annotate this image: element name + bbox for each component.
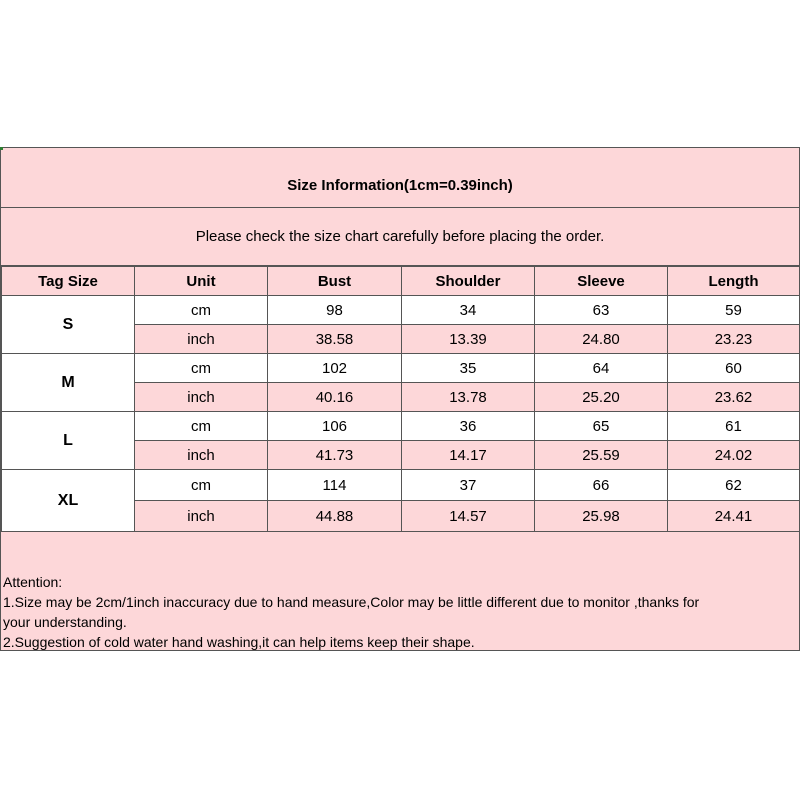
sleeve-cell: 24.80 [535, 325, 668, 354]
length-cell: 59 [668, 296, 800, 325]
attention-heading: Attention: [3, 574, 63, 590]
column-header: Bust [268, 267, 402, 296]
unit-cell: inch [135, 441, 268, 470]
unit-cell: inch [135, 501, 268, 532]
shoulder-cell: 13.39 [402, 325, 535, 354]
bust-cell: 102 [268, 354, 402, 383]
table-row [2, 296, 800, 325]
unit-cell: inch [135, 383, 268, 412]
shoulder-cell: 14.17 [402, 441, 535, 470]
column-header: Length [668, 267, 800, 296]
size-chart-sheet [0, 147, 800, 651]
length-cell: 23.62 [668, 383, 800, 412]
column-header: Sleeve [535, 267, 668, 296]
length-cell: 24.41 [668, 501, 800, 532]
length-cell: 61 [668, 412, 800, 441]
shoulder-cell: 36 [402, 412, 535, 441]
attention-line-1-continued: your understanding. [3, 614, 127, 630]
bust-cell: 41.73 [268, 441, 402, 470]
attention-notes [3, 572, 793, 652]
sleeve-cell: 25.20 [535, 383, 668, 412]
table-row [2, 354, 800, 383]
unit-cell: cm [135, 470, 268, 501]
shoulder-cell: 37 [402, 470, 535, 501]
attention-line-2: 2.Suggestion of cold water hand washing,it can help items keep their shape. [3, 634, 475, 650]
length-cell: 24.02 [668, 441, 800, 470]
bust-cell: 98 [268, 296, 402, 325]
title-band [1, 148, 799, 208]
chart-title: Size Information(1cm=0.39inch) [287, 177, 513, 194]
sleeve-cell: 65 [535, 412, 668, 441]
shoulder-cell: 13.78 [402, 383, 535, 412]
column-header: Tag Size [2, 267, 135, 296]
bust-cell: 40.16 [268, 383, 402, 412]
size-table [1, 266, 800, 532]
order-note: Please check the size chart carefully before placing the order. [195, 228, 605, 245]
shoulder-cell: 34 [402, 296, 535, 325]
attention-line-1: 1.Size may be 2cm/1inch inaccuracy due to hand measure,Color may be little different due to monitor ,thanks for [3, 594, 700, 610]
table-row [2, 412, 800, 441]
column-header: Unit [135, 267, 268, 296]
tag-size-cell: XL [2, 470, 135, 532]
tag-size-cell: S [2, 296, 135, 354]
table-header-row [2, 267, 800, 296]
bust-cell: 38.58 [268, 325, 402, 354]
bust-cell: 44.88 [268, 501, 402, 532]
shoulder-cell: 14.57 [402, 501, 535, 532]
sleeve-cell: 25.98 [535, 501, 668, 532]
table-row [2, 470, 800, 501]
length-cell: 23.23 [668, 325, 800, 354]
column-header: Shoulder [402, 267, 535, 296]
sleeve-cell: 64 [535, 354, 668, 383]
bust-cell: 106 [268, 412, 402, 441]
sleeve-cell: 25.59 [535, 441, 668, 470]
corner-mark [0, 147, 3, 150]
unit-cell: cm [135, 412, 268, 441]
length-cell: 60 [668, 354, 800, 383]
tag-size-cell: L [2, 412, 135, 470]
shoulder-cell: 35 [402, 354, 535, 383]
unit-cell: cm [135, 296, 268, 325]
note-band [1, 208, 799, 266]
tag-size-cell: M [2, 354, 135, 412]
sleeve-cell: 63 [535, 296, 668, 325]
sleeve-cell: 66 [535, 470, 668, 501]
unit-cell: inch [135, 325, 268, 354]
unit-cell: cm [135, 354, 268, 383]
bust-cell: 114 [268, 470, 402, 501]
length-cell: 62 [668, 470, 800, 501]
